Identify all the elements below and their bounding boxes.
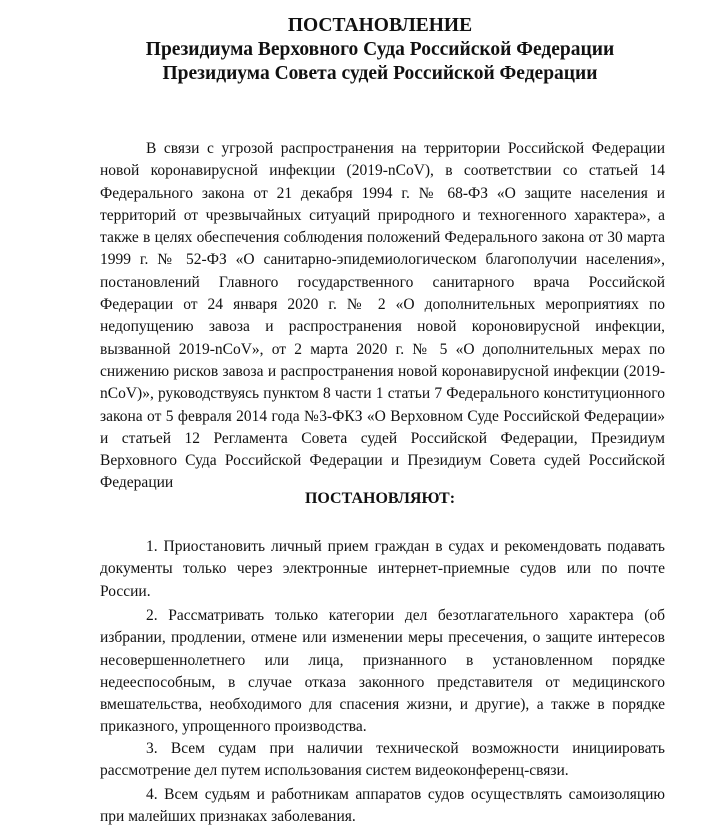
issuer-council-of-judges-presidium: Президиума Совета судей Российской Федерации bbox=[162, 63, 598, 84]
resolution-item-2: 2. Рассматривать только категории дел безотлагательного характера (об избрании, продлении, отмене или изменении меры пресечения, о защите интересов несовершеннолетнего или лица, признанного в установленном порядке недееспособным, в случае отказа законного представителя от медицинского вмешательства, необходимого для спасения жизни, и другие), а также в порядке приказного, упрощенного производства. bbox=[100, 607, 665, 736]
document-title: ПОСТАНОВЛЕНИЕ bbox=[287, 15, 473, 36]
resolution-item-4: 4. Всем судьям и работникам аппаратов судов осуществлять самоизоляцию при малейших признаках заболевания. bbox=[100, 786, 665, 826]
preamble-paragraph: В связи с угрозой распространения на территории Российской Федерации новой коронавирусной инфекции (2019-nCoV), в соответствии со статьей 14 Федерального закона от 21 декабря 1994 г. № 68-ФЗ «О защите населения и территорий от чрезвычайных ситуаций природного и техногенного характера», а также в целях обеспечения соблюдения положений Федерального закона от 30 марта 1999 г. № 52-ФЗ «О санитарно-эпидемиологическом благополучии населения», постановлений Главного государственного санитарного врача Российской Федерации от 24 января 2020 г. № 2 «О дополнительных мероприятиях по недопущению завоза и распространения новой короновирусной инфекции, вызванной 2019-nCoV», от 2 марта 2020 г. № 5 «О дополнительных мерах по снижению рисков завоза и распространения новой коронавирусной инфекции (2019-nCoV)», руководствуясь пунктом 8 части 1 статьи 7 Федерального конституционного закона от 5 февраля 2014 года №3-ФКЗ «О Верховном Суде Российской Федерации» и статьей 12 Регламента Совета судей Российской Федерации, Президиум Верховного Суда Российской Федерации и Президиум Совета судей Российской Федерации bbox=[100, 140, 665, 492]
resolve-heading: ПОСТАНОВЛЯЮТ: bbox=[304, 490, 456, 507]
resolution-item-1: 1. Приостановить личный прием граждан в судах и рекомендовать подавать документы только через электронные интернет-приемные судов или по почте России. bbox=[100, 538, 665, 600]
resolution-item-3: 3. Всем судам при наличии технической возможности инициировать рассмотрение дел путем использования систем видеоконференц-связи. bbox=[100, 740, 665, 780]
issuer-supreme-court-presidium: Президиума Верховного Суда Российской Федерации bbox=[145, 39, 615, 60]
